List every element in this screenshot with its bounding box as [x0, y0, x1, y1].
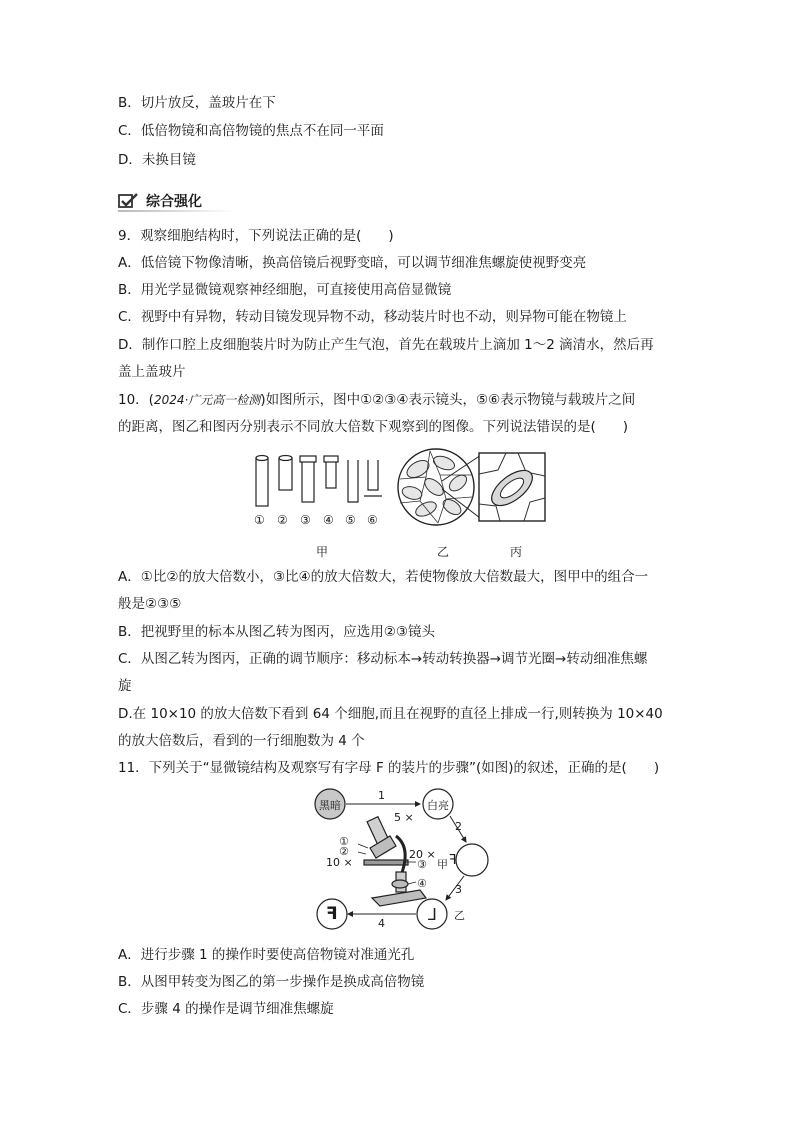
q11-label-jia: 甲 [437, 858, 448, 871]
q10-option-b: B．把视野里的标本从图乙转为图丙，应选用②③镜头 [118, 624, 435, 640]
section-title: 综合强化 [146, 194, 202, 210]
q9-option-d: D．制作口腔上皮细胞装片时为防止产生气泡，首先在载玻片上滴加 1～2 滴清水，然后再 [118, 337, 654, 353]
q10-num-6: ⑥ [367, 513, 378, 527]
q9-option-d-cont: 盖上盖玻片 [118, 364, 186, 380]
q11-label-bright: 白亮 [427, 799, 449, 812]
q11-step-4: 4 [378, 917, 385, 930]
q11-label-dark: 黑暗 [319, 799, 341, 812]
q10-num-2: ② [277, 513, 288, 527]
q8-option-d: D．未换目镜 [118, 152, 196, 168]
checkbox-check-icon [118, 193, 138, 209]
q11-mag-20x: 20 × [409, 848, 436, 861]
q8-option-b: B．切片放反，盖玻片在下 [118, 95, 276, 111]
q11-letter-f-jia: F [449, 853, 457, 868]
q11-option-c: C．步骤 4 的操作是调节细准焦螺旋 [118, 1001, 334, 1017]
section-header [118, 190, 202, 212]
q10-option-a-cont: 般是②③⑤ [118, 596, 182, 612]
q11-mag-5x: 5 × [394, 811, 414, 824]
q10-num-5: ⑤ [345, 513, 356, 527]
q11-label-yi: 乙 [454, 909, 465, 922]
q10-source: 2024·广元高一检测 [153, 393, 261, 407]
q11-option-b: B．从图甲转变为图乙的第一步操作是换成高倍物镜 [118, 974, 425, 990]
q10-option-c: C．从图乙转为图丙，正确的调节顺序：移动标本→转动转换器→调节光圈→转动细准焦螺 [118, 651, 648, 667]
q11-num-2: ② [339, 845, 349, 858]
svg-text:ᒧ: ᒧ [427, 905, 437, 924]
q10-label-yi: 乙 [437, 545, 450, 559]
q11-letter-f-final: F [326, 904, 338, 924]
q8-option-c: C．低倍物镜和高倍物镜的焦点不在同一平面 [118, 123, 384, 139]
q10-num-1: ① [254, 513, 265, 527]
q11-num-3: ③ [417, 858, 427, 871]
q11-stem: 11．下列关于“显微镜结构及观察写有字母 F 的装片的步骤”(如图)的叙述，正确的是( ) [118, 760, 660, 776]
q10-option-d: D.在 10×10 的放大倍数下看到 64 个细胞,而且在视野的直径上排成一行,则转换为 10×40 [118, 706, 663, 722]
q9-stem: 9．观察细胞结构时，下列说法正确的是( ) [118, 228, 394, 244]
q11-option-a: A．进行步骤 1 的操作时要使高倍物镜对准通光孔 [118, 947, 415, 963]
q10-num-4: ④ [323, 513, 334, 527]
q10-stem-line2: 的距离，图乙和图丙分别表示不同放大倍数下观察到的图像。下列说法错误的是( ) [118, 419, 629, 435]
q10-label-bing: 丙 [510, 545, 523, 559]
q11-num-1: ① [339, 835, 349, 848]
q11-step-1: 1 [378, 789, 385, 802]
q9-option-b: B．用光学显微镜观察神经细胞，可直接使用高倍显微镜 [118, 282, 452, 298]
q11-step-2: 2 [455, 820, 462, 833]
q10-view-bing [478, 452, 546, 522]
q10-stem-line1: 10．(2024·广元高一检测)如图所示，图中①②③④表示镜头，⑤⑥表示物镜与载玻片之间 [118, 392, 636, 408]
q9-option-c: C．视野中有异物，转动目镜发现异物不动，移动装片时也不动，则异物可能在物镜上 [118, 309, 627, 325]
q11-num-4: ④ [417, 877, 427, 890]
q10-num-3: ③ [300, 513, 311, 527]
section-underline [118, 210, 236, 212]
q10-option-c-cont: 旋 [118, 678, 132, 694]
q10-option-a: A．①比②的放大倍数小，③比④的放大倍数大，若使物像放大倍数最大，图甲中的组合一 [118, 569, 649, 585]
q9-option-a: A．低倍镜下物像清晰，换高倍镜后视野变暗，可以调节细准焦螺旋使视野变亮 [118, 255, 587, 271]
q10-label-jia: 甲 [316, 545, 329, 559]
q11-mag-10x: 10 × [326, 856, 353, 869]
q10-option-d-cont: 的放大倍数后，看到的一行细胞数为 4 个 [118, 733, 365, 749]
q11-step-3: 3 [455, 883, 462, 896]
